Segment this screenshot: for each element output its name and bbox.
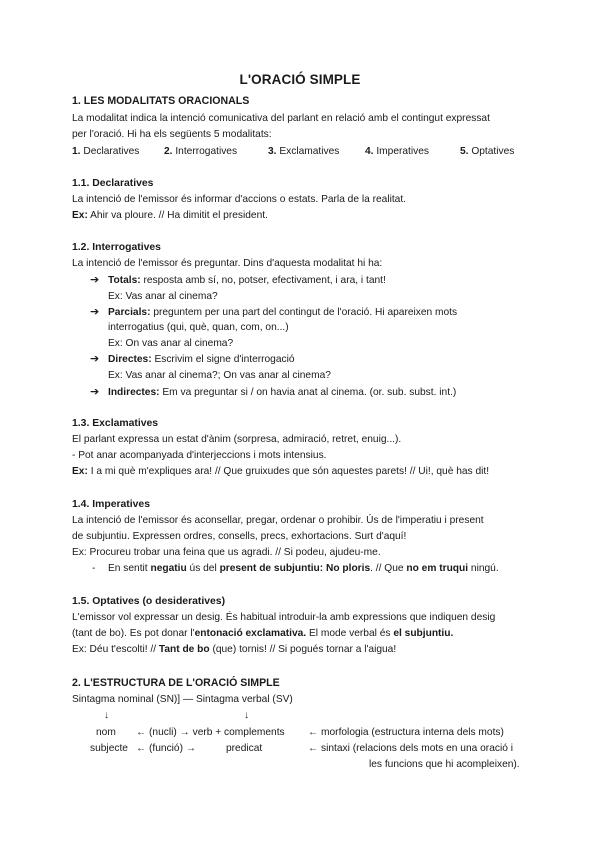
modality-list-item: 1. Declaratives [72,146,140,157]
section-1-intro-line1: La modalitat indica la intenció comunicativa del parlant en relació amb el contingut expressat [72,113,490,124]
section-1-5-heading: 1.5. Optatives (o desideratives) [72,596,226,607]
structure-predicat: predicat [226,743,263,754]
section-1-intro-line2: per l'oració. Hi ha els següents 5 modalitats: [72,129,272,140]
section-1-3-line2: - Pot anar acompanyada d'interjeccions i mots intensius. [72,450,327,461]
structure-row-sintagmes: Sintagma nominal (SN)] — Sintagma verbal (SV) [72,694,293,705]
section-1-4-line2: de subjuntiu. Expressen ordres, consells, precs, exhortacions. Surt d'aquí! [72,531,407,542]
section-1-2-heading: 1.2. Interrogatives [72,242,161,253]
section-1-4-line3: Ex: Procureu trobar una feina que us agradi. // Si podeu, ajudeu-me. [72,547,381,558]
section-1-3-heading: 1.3. Exclamatives [72,418,159,429]
negative-subjunctive-note: En sentit negatiu ús del present de subjuntiu: No ploris. // Que no em truqui ningú. [108,563,499,574]
section-1-heading: 1. LES MODALITATS ORACIONALS [72,95,250,107]
modality-list-item: 2. Interrogatives [164,146,238,157]
down-arrow-icon: ↓ [244,710,250,721]
section-1-4-line1: La intenció de l'emissor és aconsellar, pregar, ordenar o prohibir. Ús de l'imperatiu i present [72,515,484,526]
arrow-right-icon: ➔ [90,274,100,286]
arrow-right-icon: ➔ [90,306,100,318]
modality-list-item: 3. Exclamatives [268,146,340,157]
structure-nucli: ← (nucli) → verb + complements [136,727,285,738]
parcials-example: Ex: On vas anar al cinema? [108,338,234,349]
section-1-5-line2: (tant de bo). Es pot donar l'entonació exclamativa. El mode verbal és el subjuntiu. [72,628,454,639]
parcials-item-cont: interrogatius (qui, què, quan, com, on...) [108,322,289,333]
structure-nom: nom [96,727,116,738]
totals-item: Totals: resposta amb sí, no, potser, efectivament, i ara, i tant! [108,275,386,286]
section-1-3-example: Ex: I a mi què m'expliques ara! // Que gruixudes que són aquestes parets! // Ui!, què has dit! [72,466,490,477]
structure-sintaxi: ← sintaxi (relacions dels mots en una oració i [308,743,513,754]
directes-example: Ex: Vas anar al cinema?; On vas anar al cinema? [108,370,331,381]
modality-list-item: 4. Imperatives [365,146,429,157]
arrow-right-icon: ➔ [90,386,100,398]
section-2-heading: 2. L'ESTRUCTURA DE L'ORACIÓ SIMPLE [72,677,280,689]
down-arrow-icon: ↓ [104,710,110,721]
structure-funcio: ← (funció) → [136,743,197,754]
section-1-3-line1: El parlant expressa un estat d'ànim (sorpresa, admiració, retret, enuig...). [72,434,402,445]
structure-morfologia: ← morfologia (estructura interna dels mots) [308,727,504,738]
structure-subjecte: subjecte [90,743,128,754]
page-title: L'ORACIÓ SIMPLE [239,72,361,87]
totals-example: Ex: Vas anar al cinema? [108,291,218,302]
bullet-dash: - [92,563,96,574]
section-1-5-line3: Ex: Déu t'escolti! // Tant de bo (que) tornis! // Si pogués tornar a l'aigua! [72,644,397,655]
section-1-5-line1: L'emissor vol expressar un desig. És habitual introduir-la amb expressions que indiquen desig [72,612,496,623]
section-1-1-line1: La intenció de l'emissor és informar d'accions o estats. Parla de la realitat. [72,194,407,205]
parcials-item: Parcials: preguntem per una part del contingut de l'oració. Hi apareixen mots [108,307,458,318]
indirectes-item: Indirectes: Em va preguntar si / on havia anat al cinema. (or. sub. subst. int.) [108,387,457,398]
arrow-right-icon: ➔ [90,353,100,365]
section-1-1-heading: 1.1. Declaratives [72,178,154,189]
section-1-1-example: Ex: Ahir va ploure. // Ha dimitit el president. [72,210,268,221]
modality-list-item: 5. Optatives [460,146,515,157]
section-1-4-heading: 1.4. Imperatives [72,499,150,510]
directes-item: Directes: Escrivim el signe d'interrogació [108,354,295,365]
section-1-2-line1: La intenció de l'emissor és preguntar. Dins d'aquesta modalitat hi ha: [72,258,383,269]
structure-sintaxi-cont: les funcions que hi acompleixen). [369,759,520,770]
